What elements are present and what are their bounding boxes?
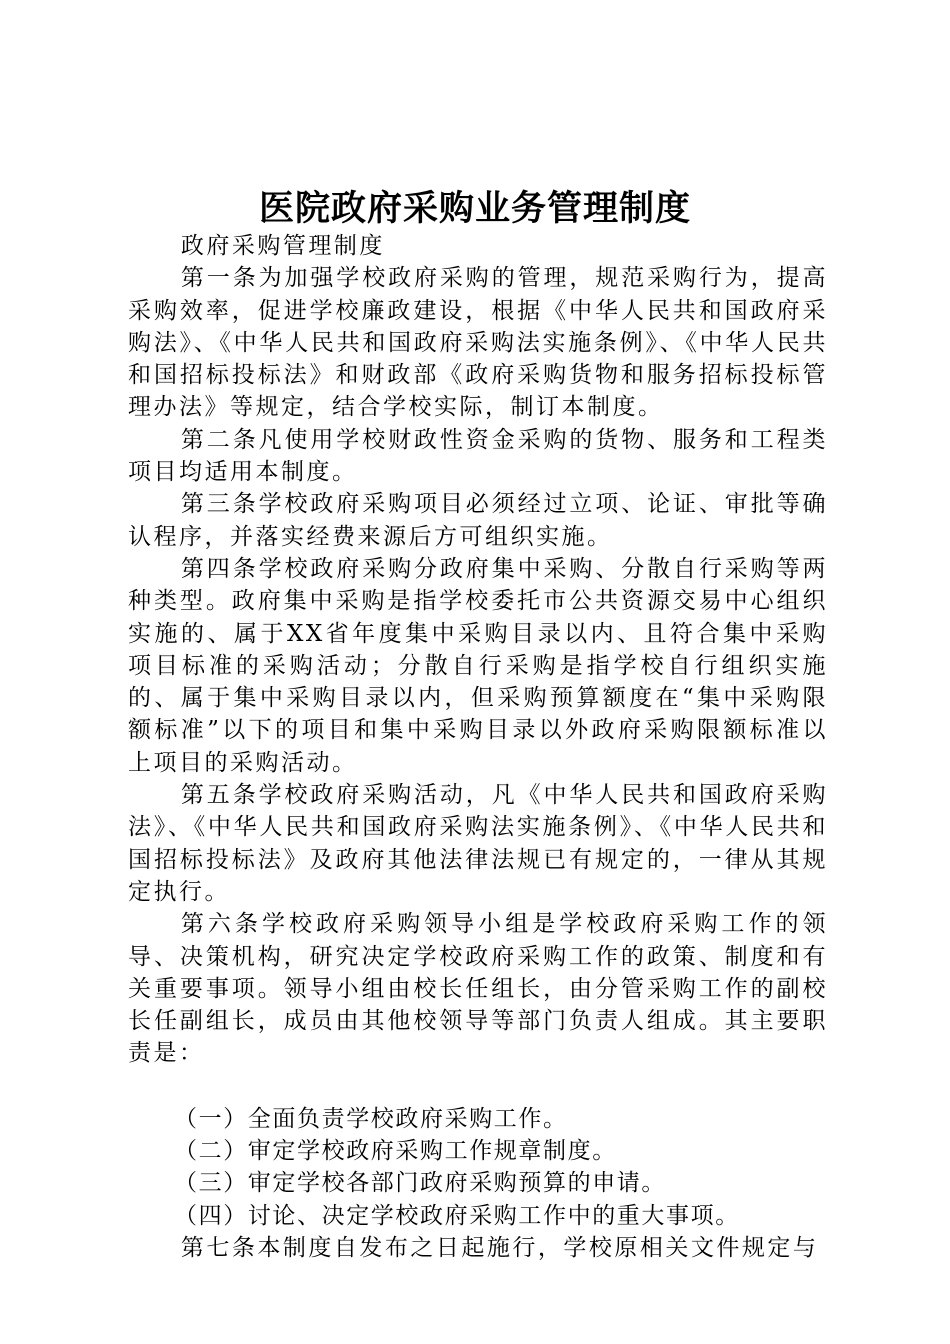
document-subtitle: 政府采购管理制度 <box>180 233 385 259</box>
article-4: 第四条学校政府采购分政府集中采购、分散自行采购等两种类型。政府集中采购是指学校委托市公共资源交易中心组织实施的、属于XX省年度集中采购目录以内、且符合集中采购项目标准的采购活动；分散自行采购是指学校自行组织实施的、属于集中采购目录以内，但采购预算额度在“集中采购限额标准”以下的项目和集中采购目录以外政府采购限额标准以上项目的采购活动。 <box>128 555 828 776</box>
document-body <box>128 230 828 1264</box>
paragraph-gap <box>128 1070 828 1103</box>
article-7: 第七条本制度自发布之日起施行，学校原相关文件规定与 <box>180 1234 819 1261</box>
duty-item-2: （二）审定学校政府采购工作规章制度。 <box>174 1138 617 1165</box>
document-title: 医院政府采购业务管理制度 <box>258 189 691 229</box>
duty-item-3: （三）审定学校各部门政府采购预算的申请。 <box>174 1170 666 1197</box>
article-3: 第三条学校政府采购项目必须经过立项、论证、审批等确认程序，并落实经费来源后方可组织实施。 <box>128 491 828 550</box>
duty-item-4: （四）讨论、决定学校政府采购工作中的重大事项。 <box>174 1202 740 1229</box>
article-2: 第二条凡使用学校财政性资金采购的货物、服务和工程类项目均适用本制度。 <box>128 426 828 486</box>
article-1: 第一条为加强学校政府采购的管理，规范采购行为，提高采购效率，促进学校廉政建设，根据《中华人民共和国政府采购法》、《中华人民共和国政府采购法实施条例》、《中华人民共和国招标投标法》和财政部《政府采购货物和服务招标投标管理办法》等规定，结合学校实际，制订本制度。 <box>128 265 828 421</box>
duty-item-1: （一）全面负责学校政府采购工作。 <box>174 1105 568 1132</box>
article-6: 第六条学校政府采购领导小组是学校政府采购工作的领导、决策机构，研究决定学校政府采购工作的政策、制度和有关重要事项。领导小组由校长任组长，由分管采购工作的副校长任副组长，成员由其他校领导等部门负责人组成。其主要职责是： <box>128 911 828 1067</box>
article-5: 第五条学校政府采购活动，凡《中华人民共和国政府采购法》、《中华人民共和国政府采购法实施条例》、《中华人民共和国招标投标法》及政府其他法律法规已有规定的，一律从其规定执行。 <box>128 782 828 905</box>
